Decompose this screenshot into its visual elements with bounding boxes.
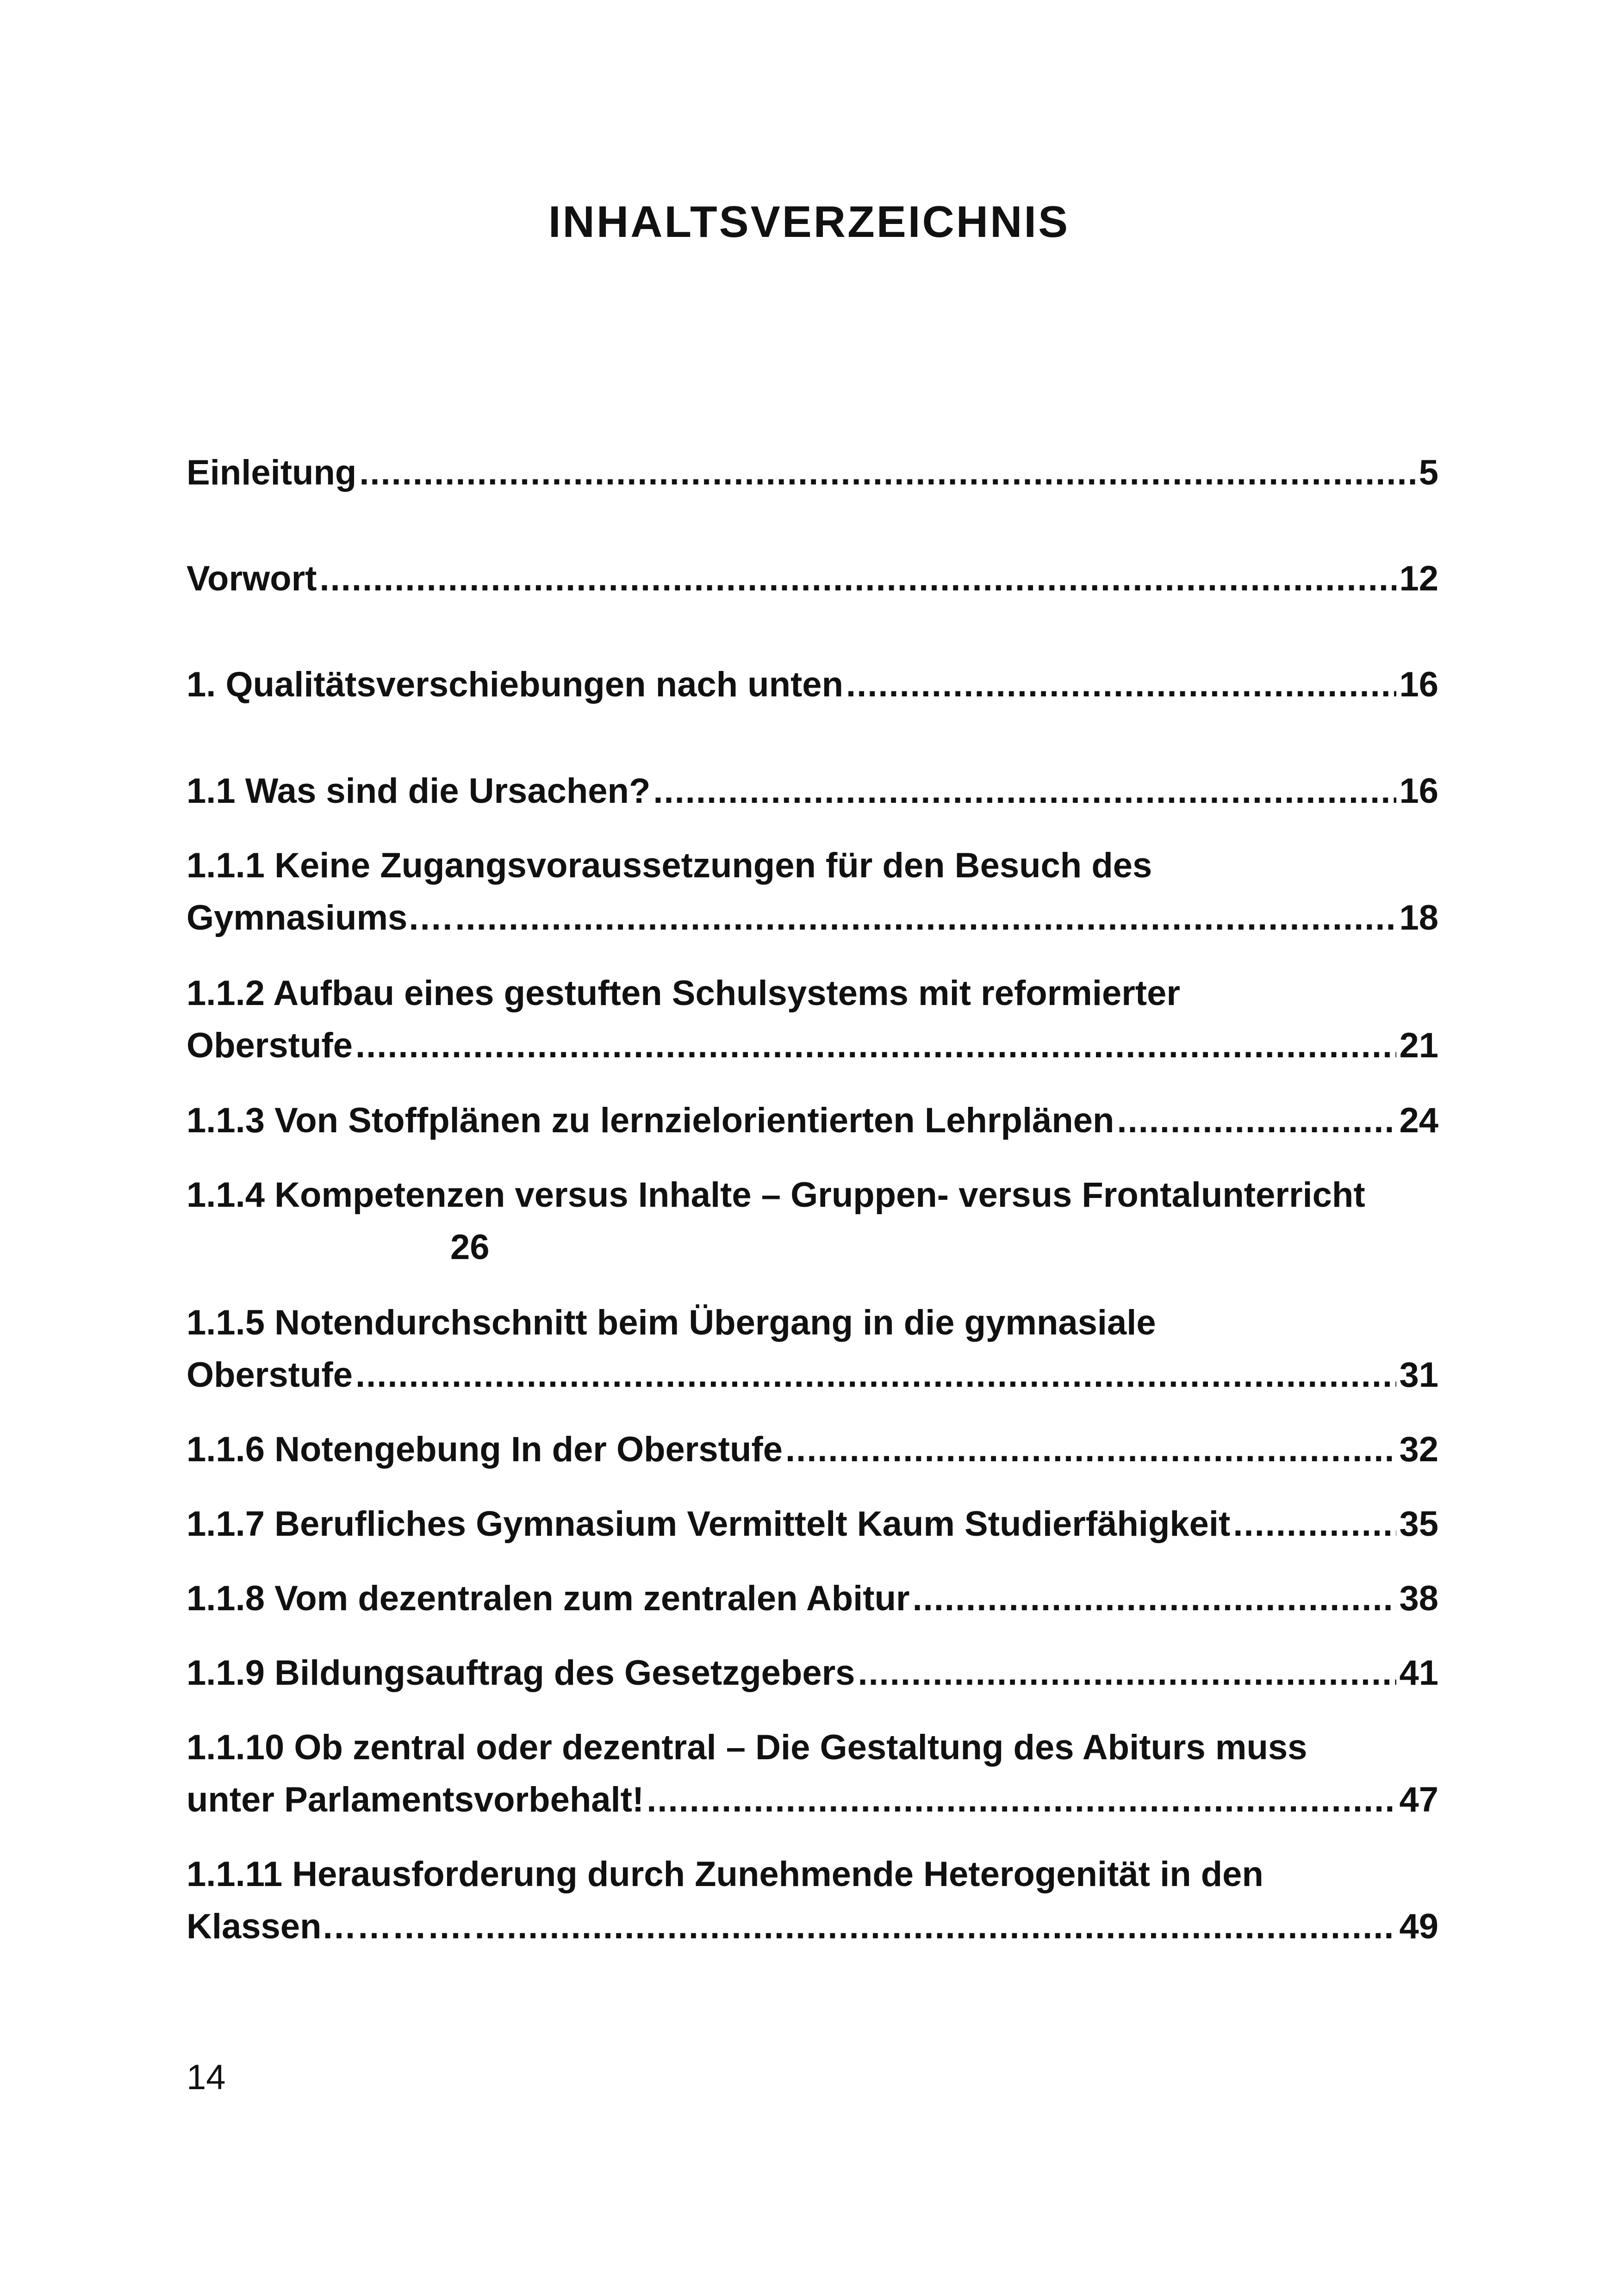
toc-entry-label-line2: Klassen…………. bbox=[187, 1907, 472, 1946]
toc-entry-1-1-6[interactable] bbox=[187, 1423, 1438, 1476]
dot-leader bbox=[1233, 1498, 1396, 1550]
toc-entry-page: 31 bbox=[1399, 1355, 1438, 1395]
toc-entry-label: 1.1.6 Notengebung In der Oberstufe bbox=[187, 1430, 783, 1469]
toc-entry-label-line1: 1.1.10 Ob zentral oder dezentral – Die Gestaltung des Abiturs muss bbox=[187, 1728, 1307, 1767]
toc-entry-page: 16 bbox=[1399, 771, 1438, 811]
toc-entry-page: 18 bbox=[1399, 898, 1438, 937]
toc-entry-page: 41 bbox=[1399, 1653, 1438, 1693]
toc-entry-label-line2: Oberstufe bbox=[187, 1026, 353, 1065]
dot-leader bbox=[785, 1423, 1396, 1476]
dot-leader bbox=[475, 1900, 1397, 1953]
toc-entry-page: 26 bbox=[450, 1228, 490, 1267]
toc-entry-chapter-1[interactable] bbox=[187, 658, 1438, 711]
toc-entry-vorwort[interactable] bbox=[187, 552, 1438, 605]
toc-entry-label: 1.1 Was sind die Ursachen? bbox=[187, 771, 651, 811]
toc-entry-1-1-9[interactable] bbox=[187, 1647, 1438, 1699]
page-number: 14 bbox=[187, 2058, 226, 2097]
toc-entry-label: 1.1.3 Von Stoffplänen zu lernzielorientierten Lehrplänen bbox=[187, 1101, 1114, 1140]
toc-entry-1-1-2[interactable] bbox=[187, 967, 1438, 1072]
dot-leader bbox=[1117, 1094, 1396, 1147]
dot-leader bbox=[913, 1572, 1397, 1625]
dot-leader bbox=[355, 1019, 1396, 1072]
toc-entry-label-line1: 1.1.2 Aufbau eines gestuften Schulsystems mit reformierter bbox=[187, 974, 1180, 1013]
toc-entry-page: 38 bbox=[1399, 1579, 1438, 1618]
toc-entry-label-line1: 1.1.1 Keine Zugangsvoraussetzungen für den Besuch des bbox=[187, 846, 1152, 885]
toc-entry-label: Vorwort bbox=[187, 559, 317, 598]
toc-entry-einleitung[interactable] bbox=[187, 447, 1438, 499]
toc-entry-page: 32 bbox=[1399, 1430, 1438, 1469]
toc-entry-1-1-4[interactable] bbox=[187, 1169, 1438, 1273]
toc-entry-label: 1.1.9 Bildungsauftrag des Gesetzgebers bbox=[187, 1653, 855, 1693]
toc-entry-page: 12 bbox=[1399, 559, 1438, 598]
toc-entry-page: 5 bbox=[1419, 453, 1438, 492]
toc-entry-label: Einleitung bbox=[187, 453, 357, 492]
toc-entry-label-line1: 1.1.4 Kompetenzen versus Inhalte – Gruppen- versus Frontalunterricht bbox=[187, 1175, 1365, 1215]
toc-entry-page: 24 bbox=[1399, 1101, 1438, 1140]
dot-leader bbox=[858, 1647, 1396, 1699]
toc-entry-label-line2: Gymnasiums…. bbox=[187, 898, 453, 937]
toc-entry-1-1-8[interactable] bbox=[187, 1572, 1438, 1625]
toc-entry-label-line1: 1.1.11 Herausforderung durch Zunehmende Heterogenität in den bbox=[187, 1855, 1263, 1894]
toc-entry-1-1-10[interactable] bbox=[187, 1721, 1438, 1826]
toc-entry-label-line2: unter Parlamentsvorbehalt! bbox=[187, 1780, 644, 1819]
toc-entry-page: 21 bbox=[1399, 1026, 1438, 1065]
toc-entry-label-line1: 1.1.5 Notendurchschnitt beim Übergang in die gymnasiale bbox=[187, 1303, 1156, 1342]
toc-entry-1-1-7[interactable] bbox=[187, 1498, 1438, 1550]
toc-entry-1-1-1[interactable] bbox=[187, 839, 1438, 944]
dot-leader bbox=[846, 658, 1396, 711]
toc-entry-label: 1.1.7 Berufliches Gymnasium Vermittelt Kaum Studierfähigkeit bbox=[187, 1504, 1231, 1544]
toc-entry-page: 35 bbox=[1399, 1504, 1438, 1544]
toc-entry-page: 16 bbox=[1399, 665, 1438, 704]
toc-entry-1-1-3[interactable] bbox=[187, 1094, 1438, 1147]
toc-entry-label-line2: Oberstufe bbox=[187, 1355, 353, 1395]
dot-leader bbox=[319, 552, 1396, 605]
dot-leader bbox=[647, 1774, 1396, 1826]
page-title: INHALTSVERZEICHNIS bbox=[548, 197, 1070, 247]
toc-entry-label: 1. Qualitätsverschiebungen nach unten bbox=[187, 665, 843, 704]
toc-entry-1-1-5[interactable] bbox=[187, 1297, 1438, 1401]
dot-leader bbox=[455, 892, 1396, 944]
toc-entry-page: 47 bbox=[1399, 1780, 1438, 1819]
dot-leader bbox=[355, 1349, 1396, 1401]
toc-entry-label: 1.1.8 Vom dezentralen zum zentralen Abitur bbox=[187, 1579, 910, 1618]
toc-entry-page: 49 bbox=[1399, 1907, 1438, 1946]
dot-leader bbox=[653, 765, 1396, 817]
dot-leader bbox=[359, 447, 1416, 499]
toc-entry-1-1-11[interactable] bbox=[187, 1848, 1438, 1953]
toc-entry-1-1[interactable] bbox=[187, 765, 1438, 817]
